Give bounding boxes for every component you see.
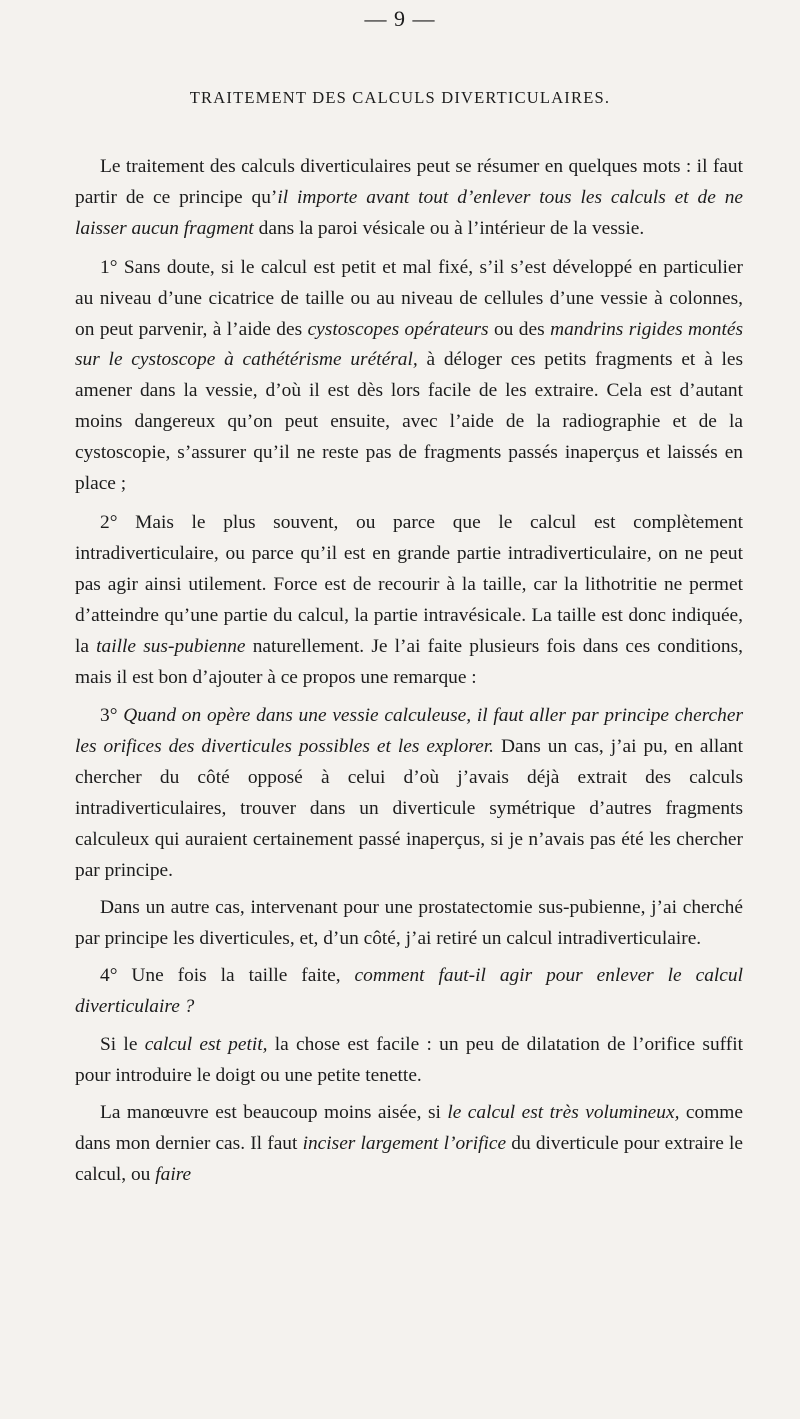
paragraph-other-case (75, 893, 743, 955)
italic-run: calcul est petit, (144, 1034, 268, 1056)
italic-run: comment faut-il agir pour enlever le calcul diverticulaire ? (75, 964, 743, 1017)
text-run: ou des (488, 318, 551, 340)
text-run: 2° Mais le plus souvent, ou parce que le calcul est complètement intradiverticulaire, ou parce qu’il est en grande partie intradiverticulaire, on ne peut pas agir ainsi utilement. Force est de recourir à la taille, car la lithotritie ne permet d’atteindre qu’une partie du calcul, la partie intravésicale. La taille est donc indiquée, la (75, 511, 743, 657)
paragraph-point-4 (75, 961, 743, 1023)
text-run: dans la paroi vésicale ou à l’intérieur de la vessie. (253, 217, 645, 239)
text-run: La manœuvre est beaucoup moins aisée, si (100, 1102, 448, 1124)
page-number: — 9 — (364, 6, 436, 31)
italic-run: cystoscopes opérateurs (307, 318, 489, 340)
paragraph-large-calculus (75, 1098, 743, 1191)
italic-run: mandrins rigides montés sur le cystoscope à cathétérisme urétéral, (75, 318, 743, 371)
italic-run: faire (155, 1164, 192, 1186)
body-text (75, 152, 743, 1199)
text-run: du diverticule pour extraire le calcul, ou (75, 1133, 743, 1186)
italic-run: le calcul est très volumineux, (447, 1102, 680, 1124)
text-run: Dans un autre cas, intervenant pour une prostatectomie sus-pubienne, j’ai cherché par principe les diverticules, et, d’un côté, j’ai retiré un calcul intradiverticulaire. (75, 896, 743, 949)
text-run: Le traitement des calculs diverticulaires peut se résumer en quelques mots : il faut partir de ce principe qu’ (75, 156, 743, 208)
text-run: comme dans mon dernier cas. Il faut (75, 1102, 743, 1155)
paragraph-intro (75, 152, 743, 245)
text-run: 4° Une fois la taille faite, (100, 964, 355, 986)
text-run: la chose est facile : un peu de dilatation de l’orifice suffit pour introduire le doigt ou une petite tenette. (75, 1034, 743, 1087)
paragraph-point-2 (75, 508, 743, 693)
text-run: à déloger ces petits fragments et à les amener dans la vessie, d’où il est dès lors facile de les extraire. Cela est d’autant moins dangereux qu’on peut ensuite, avec l’aide de la radiographie et de la cystoscopie, s’assurer qu’il ne reste pas de fragments passés inaperçus et laissés en place ; (75, 349, 743, 495)
italic-run: inciser largement l’orifice (302, 1133, 507, 1155)
text-run: 1° Sans doute, si le calcul est petit et mal fixé, s’il s’est développé en particulier au niveau d’une cicatrice de taille ou au niveau de cellules d’une vessie à colonnes, on peut parvenir, à l’aide des (75, 256, 743, 340)
paragraph-point-3 (75, 701, 743, 886)
italic-run: Quand on opère dans une vessie calculeuse, il faut aller par principe chercher les orifices des diverticules possibles et les explorer. (75, 705, 743, 758)
italic-run: il importe avant tout d’enlever tous les calculs et de ne laisser aucun fragment (75, 186, 743, 239)
italic-run: taille sus-pubienne (96, 635, 246, 657)
text-run: Dans un cas, j’ai pu, en allant chercher du côté opposé à celui d’où j’avais déjà extrait des calculs intradiverticulaires, trouver dans un diverticule symétrique d’autres fragments calculeux qui auraient certainement passé inaperçus, si je n’avais pas été les chercher par principe. (75, 736, 744, 881)
paragraph-point-1 (75, 253, 743, 500)
text-run: 3° (100, 705, 124, 727)
paragraph-small-calculus (75, 1030, 743, 1092)
text-run: naturellement. Je l’ai faite plusieurs fois dans ces conditions, mais il est bon d’ajouter à ce propos une remarque : (75, 635, 744, 688)
running-head: TRAITEMENT DES CALCULS DIVERTICULAIRES. (189, 88, 611, 107)
text-run: Si le (100, 1034, 145, 1056)
